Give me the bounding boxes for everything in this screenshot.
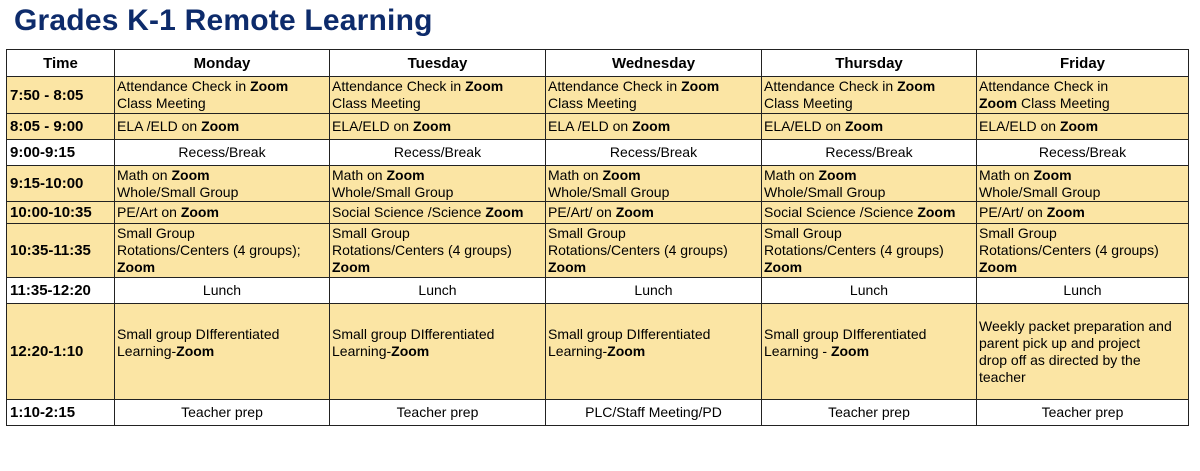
header-wednesday: Wednesday <box>546 50 762 77</box>
activity-cell-friday <box>977 278 1189 304</box>
activity-cell-friday <box>977 400 1189 426</box>
activity-cell-monday <box>115 77 330 114</box>
time-cell: 1:10-2:15 <box>7 400 115 426</box>
activity-cell-thursday <box>762 304 977 400</box>
activity-text: Math on <box>117 166 172 183</box>
time-cell: 10:00-10:35 <box>7 202 115 224</box>
activity-cell-wednesday <box>546 224 762 278</box>
schedule-row <box>7 202 1189 224</box>
zoom-label: Zoom <box>412 118 452 134</box>
activity-text: Attendance Check in <box>979 78 1109 94</box>
activity-text: Teacher prep <box>828 404 910 420</box>
activity-cell-monday <box>115 166 330 202</box>
activity-text: Recess/Break <box>393 144 482 160</box>
activity-text: Math on <box>764 166 819 183</box>
schedule-body <box>7 77 1189 426</box>
time-cell: 9:00-9:15 <box>7 140 115 166</box>
activity-text: Recess/Break <box>825 144 913 160</box>
schedule-row <box>7 400 1189 426</box>
activity-text: Class Meeting <box>548 95 637 111</box>
zoom-label: Zoom <box>844 118 884 134</box>
zoom-label: Zoom <box>171 166 210 183</box>
activity-cell-thursday <box>762 278 977 304</box>
activity-text: Learning- <box>332 343 392 359</box>
activity-text: Teacher prep <box>396 404 479 420</box>
zoom-label: Zoom <box>764 259 803 275</box>
activity-text: drop off as directed by the <box>979 351 1141 368</box>
activity-cell-wednesday <box>546 114 762 140</box>
activity-text: Small Group <box>764 225 842 241</box>
activity-cell-wednesday <box>546 140 762 166</box>
schedule-row <box>7 304 1189 400</box>
activity-text: Class Meeting <box>117 95 206 111</box>
activity-cell-tuesday <box>330 166 546 202</box>
activity-text: Recess/Break <box>1038 144 1127 160</box>
activity-text: ELA/ELD on <box>979 118 1060 134</box>
activity-text: Recess/Break <box>609 144 698 160</box>
activity-cell-tuesday <box>330 400 546 426</box>
schedule-row <box>7 166 1189 202</box>
activity-text: Small Group <box>117 225 195 241</box>
activity-text: Rotations/Centers (4 groups) <box>332 242 512 258</box>
activity-text: Recess/Break <box>178 144 266 160</box>
header-monday: Monday <box>115 50 330 77</box>
activity-cell-tuesday <box>330 140 546 166</box>
activity-cell-monday <box>115 304 330 400</box>
activity-cell-monday <box>115 278 330 304</box>
schedule-row <box>7 278 1189 304</box>
activity-cell-tuesday <box>330 114 546 140</box>
activity-text: Small group DIfferentiated <box>117 326 280 342</box>
activity-cell-tuesday <box>330 77 546 114</box>
activity-text: ELA/ELD on <box>332 118 413 134</box>
activity-cell-monday <box>115 202 330 224</box>
activity-cell-monday <box>115 400 330 426</box>
activity-text: Learning- <box>117 343 177 359</box>
zoom-label: Zoom <box>250 78 289 94</box>
header-friday: Friday <box>977 50 1189 77</box>
zoom-label: Zoom <box>607 343 646 359</box>
activity-cell-wednesday <box>546 278 762 304</box>
activity-text: Rotations/Centers (4 groups); <box>117 242 301 258</box>
activity-cell-friday <box>977 140 1189 166</box>
zoom-label: Zoom <box>1046 204 1085 220</box>
zoom-label: Zoom <box>465 78 504 94</box>
activity-text: Lunch <box>849 282 889 298</box>
activity-cell-wednesday <box>546 166 762 202</box>
activity-cell-wednesday <box>546 400 762 426</box>
activity-cell-friday <box>977 77 1189 114</box>
schedule-row <box>7 224 1189 278</box>
header-time: Time <box>7 50 115 77</box>
schedule-row <box>7 140 1189 166</box>
zoom-label: Zoom <box>332 259 371 275</box>
time-cell: 10:35-11:35 <box>7 224 115 278</box>
activity-cell-thursday <box>762 77 977 114</box>
activity-text: ELA/ELD on <box>764 118 845 134</box>
zoom-label: Zoom <box>391 343 430 359</box>
activity-text: Whole/Small Group <box>117 183 239 200</box>
activity-text: Attendance Check in <box>764 78 898 94</box>
schedule-row <box>7 77 1189 114</box>
zoom-label: Zoom <box>1033 166 1072 183</box>
activity-text: Whole/Small Group <box>332 183 454 200</box>
schedule-table <box>6 49 1189 426</box>
activity-text: Lunch <box>202 282 242 298</box>
activity-text: teacher <box>979 368 1026 385</box>
activity-cell-thursday <box>762 114 977 140</box>
time-cell: 12:20-1:10 <box>7 304 115 400</box>
activity-text: Math on <box>979 166 1034 183</box>
activity-cell-thursday <box>762 140 977 166</box>
header-row <box>7 50 1189 77</box>
zoom-label: Zoom <box>485 204 524 220</box>
zoom-label: Zoom <box>176 343 215 359</box>
header-thursday: Thursday <box>762 50 977 77</box>
activity-cell-thursday <box>762 224 977 278</box>
activity-text: PE/Art/ on <box>979 204 1047 220</box>
activity-cell-monday <box>115 140 330 166</box>
activity-text: Small group DIfferentiated <box>764 326 927 342</box>
activity-text: Teacher prep <box>1041 404 1124 420</box>
activity-cell-tuesday <box>330 224 546 278</box>
activity-text: Attendance Check in <box>117 78 251 94</box>
zoom-label: Zoom <box>830 343 870 359</box>
activity-text: Whole/Small Group <box>979 183 1101 200</box>
activity-cell-tuesday <box>330 278 546 304</box>
activity-text: Small Group <box>332 225 410 241</box>
zoom-label: Zoom <box>1059 118 1099 134</box>
activity-text: Learning- <box>548 343 608 359</box>
activity-text: Small Group <box>548 225 626 241</box>
activity-cell-friday <box>977 224 1189 278</box>
activity-text: Small group DIfferentiated <box>332 326 495 342</box>
zoom-label: Zoom <box>117 259 156 275</box>
activity-text: Teacher prep <box>181 404 263 420</box>
time-cell: 9:15-10:00 <box>7 166 115 202</box>
time-cell: 8:05 - 9:00 <box>7 114 115 140</box>
activity-text: Class Meeting <box>1017 95 1110 111</box>
time-cell: 11:35-12:20 <box>7 278 115 304</box>
activity-text: Small group DIfferentiated <box>548 326 711 342</box>
activity-cell-wednesday <box>546 304 762 400</box>
activity-cell-thursday <box>762 166 977 202</box>
zoom-label: Zoom <box>632 118 671 134</box>
activity-text: Rotations/Centers (4 groups) <box>979 242 1159 258</box>
activity-text: parent pick up and project <box>979 334 1141 351</box>
zoom-label: Zoom <box>681 78 720 94</box>
zoom-label: Zoom <box>917 204 956 220</box>
header-tuesday: Tuesday <box>330 50 546 77</box>
activity-cell-wednesday <box>546 77 762 114</box>
activity-text: Social Science /Science <box>332 204 486 220</box>
activity-text: Rotations/Centers (4 groups) <box>764 242 944 258</box>
activity-cell-tuesday <box>330 304 546 400</box>
activity-text: Math on <box>548 166 603 183</box>
activity-text: Lunch <box>1063 282 1102 298</box>
activity-text: Whole/Small Group <box>548 183 670 200</box>
activity-cell-friday <box>977 166 1189 202</box>
activity-text: Learning - <box>764 343 831 359</box>
activity-text: PE/Art/ on <box>548 204 616 220</box>
activity-text: Rotations/Centers (4 groups) <box>548 242 728 258</box>
zoom-label: Zoom <box>979 259 1018 275</box>
activity-cell-tuesday <box>330 202 546 224</box>
activity-cell-thursday <box>762 202 977 224</box>
activity-text: ELA /ELD on <box>548 118 633 134</box>
zoom-label: Zoom <box>180 204 219 220</box>
activity-text: Whole/Small Group <box>764 183 886 200</box>
activity-text: PE/Art on <box>117 204 181 220</box>
activity-text: Math on <box>332 166 387 183</box>
page-title: Grades K-1 Remote Learning <box>14 4 433 37</box>
activity-cell-thursday <box>762 400 977 426</box>
zoom-label: Zoom <box>615 204 654 220</box>
activity-cell-friday <box>977 114 1189 140</box>
activity-text: PLC/Staff Meeting/PD <box>585 404 722 420</box>
activity-text: Lunch <box>634 282 673 298</box>
activity-text: ELA /ELD on <box>117 118 202 134</box>
activity-text: Attendance Check in <box>332 78 466 94</box>
activity-cell-monday <box>115 114 330 140</box>
activity-text: Class Meeting <box>332 95 421 111</box>
activity-cell-friday <box>977 304 1189 400</box>
activity-text: Lunch <box>418 282 457 298</box>
zoom-label: Zoom <box>548 259 587 275</box>
zoom-label: Zoom <box>201 118 240 134</box>
activity-text: Attendance Check in <box>548 78 682 94</box>
zoom-label: Zoom <box>602 166 641 183</box>
activity-cell-wednesday <box>546 202 762 224</box>
schedule-row <box>7 114 1189 140</box>
time-cell: 7:50 - 8:05 <box>7 77 115 114</box>
activity-text: Social Science /Science <box>764 204 918 220</box>
activity-text: Weekly packet preparation and <box>979 317 1172 334</box>
zoom-label: Zoom <box>979 95 1018 111</box>
activity-text: Small Group <box>979 225 1057 241</box>
activity-cell-friday <box>977 202 1189 224</box>
zoom-label: Zoom <box>818 166 857 183</box>
zoom-label: Zoom <box>386 166 425 183</box>
zoom-label: Zoom <box>897 78 936 94</box>
activity-text: Class Meeting <box>764 95 853 111</box>
activity-cell-monday <box>115 224 330 278</box>
